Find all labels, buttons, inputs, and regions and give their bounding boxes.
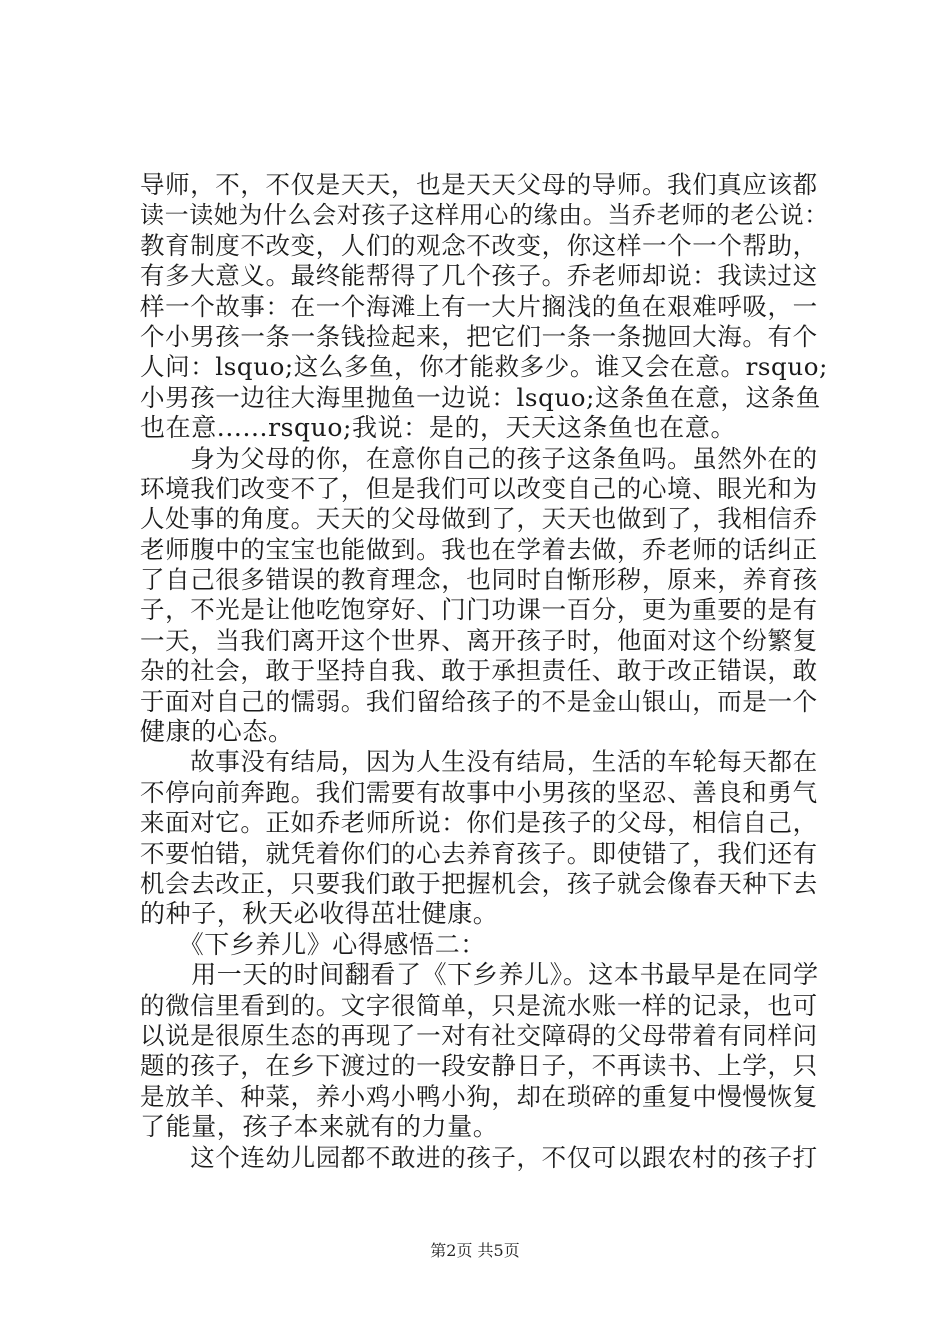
text-line: 来面对它。正如乔老师所说：你们是孩子的父母，相信自己， (140, 808, 818, 838)
text-line: 有多大意义。最终能帮得了几个孩子。乔老师却说：我读过这 (140, 261, 818, 291)
page-number-footer: 第2页 共5页 (430, 1241, 520, 1260)
text-line: 不要怕错，就凭着你们的心去养育孩子。即使错了，我们还有 (140, 838, 818, 868)
text-line: 一天，当我们离开这个世界、离开孩子时，他面对这个纷繁复 (140, 625, 818, 655)
text-line: 题的孩子，在乡下渡过的一段安静日子，不再读书、上学，只 (140, 1051, 818, 1081)
text-line: 不停向前奔跑。我们需要有故事中小男孩的坚忍、善良和勇气 (140, 777, 818, 807)
text-line: 个小男孩一条一条钱捡起来，把它们一条一条抛回大海。有个 (140, 321, 818, 351)
text-line: 人处事的角度。天天的父母做到了，天天也做到了，我相信乔 (140, 504, 818, 534)
text-line: 用一天的时间翻看了《下乡养儿》。这本书最早是在同学 (140, 960, 819, 990)
text-line: 故事没有结局，因为人生没有结局，生活的车轮每天都在 (140, 747, 818, 777)
text-line: 身为父母的你，在意你自己的孩子这条鱼吗。虽然外在的 (140, 443, 818, 473)
text-line: 也在意......rsquo;我说：是的，天天这条鱼也在意。 (140, 413, 737, 443)
text-line: 环境我们改变不了，但是我们可以改变自己的心境、眼光和为 (140, 473, 818, 503)
text-line: 样一个故事：在一个海滩上有一大片搁浅的鱼在艰难呼吸，一 (140, 291, 818, 321)
text-line: 了自己很多错误的教育理念，也同时自惭形秽，原来，养育孩 (140, 565, 818, 595)
document-body (140, 170, 830, 1173)
text-line: 人问：lsquo;这么多鱼，你才能救多少。谁又会在意。rsquo; (140, 352, 828, 382)
text-line: 教育制度不改变，人们的观念不改变，你这样一个一个帮助， (140, 230, 818, 260)
text-line: 的微信里看到的。文字很简单，只是流水账一样的记录，也可 (140, 990, 818, 1020)
text-line: 杂的社会，敢于坚持自我、敢于承担责任、敢于改正错误，敢 (140, 656, 818, 686)
text-line: 于面对自己的懦弱。我们留给孩子的不是金山银山，而是一个 (140, 686, 818, 716)
text-line: 以说是很原生态的再现了一对有社交障碍的父母带着有同样问 (140, 1020, 818, 1050)
section-heading: 《下乡养儿》心得感悟二： (140, 929, 486, 959)
text-line: 导师，不，不仅是天天，也是天天父母的导师。我们真应该都 (140, 170, 818, 199)
text-line: 老师腹中的宝宝也能做到。我也在学着去做，乔老师的话纠正 (140, 534, 818, 564)
text-line: 这个连幼儿园都不敢进的孩子，不仅可以跟农村的孩子打 (140, 1142, 818, 1172)
text-line: 的种子，秋天必收得茁壮健康。 (140, 899, 499, 929)
text-line: 健康的心态。 (140, 717, 294, 747)
text-line: 小男孩一边往大海里抛鱼一边说：lsquo;这条鱼在意，这条鱼 (140, 382, 821, 412)
text-line: 机会去改正，只要我们敢于把握机会，孩子就会像春天种下去 (140, 868, 818, 898)
text-line: 子，不光是让他吃饱穿好、门门功课一百分，更为重要的是有 (140, 595, 818, 625)
text-line: 是放羊、种菜，养小鸡小鸭小狗，却在琐碎的重复中慢慢恢复 (140, 1081, 818, 1111)
text-line: 了能量，孩子本来就有的力量。 (140, 1112, 499, 1142)
text-line: 读一读她为什么会对孩子这样用心的缘由。当乔老师的老公说： (140, 201, 829, 230)
